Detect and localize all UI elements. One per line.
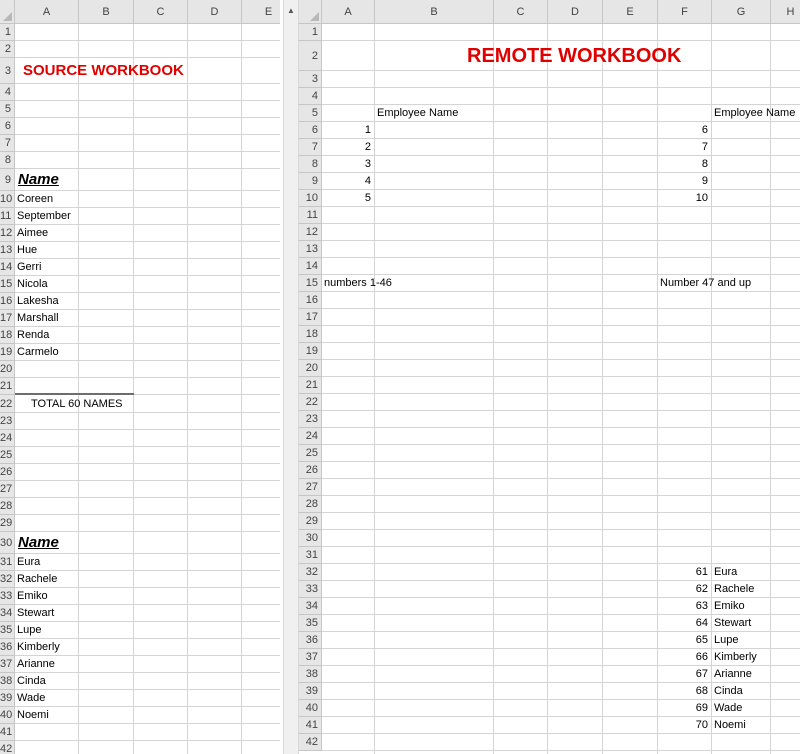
select-all-corner[interactable] (0, 0, 15, 24)
row-header-7[interactable]: 7 (299, 139, 322, 156)
row-header-33[interactable]: 33 (299, 581, 322, 598)
row-header-28[interactable]: 28 (299, 496, 322, 513)
grid-row-line (322, 257, 800, 258)
column-header-a[interactable]: A (322, 0, 375, 24)
grid-row-line (322, 155, 800, 156)
number-cell[interactable]: 6 (701, 124, 708, 136)
grid-col-line (78, 24, 79, 754)
row-header-18[interactable]: 18 (0, 327, 15, 344)
row-header-34[interactable]: 34 (0, 605, 15, 622)
row-header-16[interactable]: 16 (299, 292, 322, 309)
select-all-triangle-icon (310, 12, 319, 21)
row-header-22[interactable]: 22 (299, 394, 322, 411)
number-cell[interactable]: 4 (364, 175, 371, 187)
row-header-29[interactable]: 29 (299, 513, 322, 530)
row-header-14[interactable]: 14 (0, 259, 15, 276)
grid-col-line (711, 24, 712, 754)
number-cell[interactable]: 2 (364, 141, 371, 153)
row-header-11[interactable]: 11 (0, 208, 15, 225)
column-header-d[interactable]: D (548, 0, 603, 24)
row-header-9[interactable]: 9 (299, 173, 322, 190)
grid-row-line (322, 444, 800, 445)
row-header-30[interactable]: 30 (299, 530, 322, 547)
grid-col-line (374, 24, 375, 754)
name-cell[interactable]: Nicola (17, 278, 48, 290)
row-header-20[interactable]: 20 (299, 360, 322, 377)
row-header-28[interactable]: 28 (0, 498, 15, 515)
column-header-h[interactable]: H (771, 0, 800, 24)
row-header-20[interactable]: 20 (0, 361, 15, 378)
row-header-17[interactable]: 17 (299, 309, 322, 326)
column-header-f[interactable]: F (658, 0, 712, 24)
column-header-d[interactable]: D (188, 0, 242, 24)
grid-row-line (322, 223, 800, 224)
name-cell[interactable]: Noemi (17, 709, 49, 721)
column-header-e[interactable]: E (242, 0, 280, 24)
number-cell[interactable]: 7 (701, 141, 708, 153)
name-cell[interactable]: September (17, 210, 71, 222)
vertical-scrollbar[interactable] (283, 0, 299, 754)
row-header-6[interactable]: 6 (0, 118, 15, 135)
scroll-up-arrow-icon[interactable]: ▲ (287, 5, 295, 15)
row-header-23[interactable]: 23 (299, 411, 322, 428)
row-header-24[interactable]: 24 (299, 428, 322, 445)
grid-col-line (770, 24, 771, 754)
number-cell[interactable]: 5 (364, 192, 371, 204)
row-header-41[interactable]: 41 (299, 717, 322, 734)
name-cell[interactable]: Gerri (17, 261, 42, 273)
row-header-19[interactable]: 19 (299, 343, 322, 360)
row-header-23[interactable]: 23 (0, 413, 15, 430)
source-workbook-title[interactable]: SOURCE WORKBOOK (23, 62, 184, 79)
row-header-12[interactable]: 12 (0, 225, 15, 242)
column-header-b[interactable]: B (375, 0, 494, 24)
row-header-39[interactable]: 39 (0, 690, 15, 707)
number-cell[interactable]: 66 (695, 651, 708, 663)
grid-row-line (322, 427, 800, 428)
name-header-2[interactable]: Name (18, 534, 59, 551)
name-cell[interactable]: Carmelo (17, 346, 59, 358)
row-header-30[interactable]: 30 (0, 532, 15, 554)
column-header-c[interactable]: C (134, 0, 188, 24)
name-cell[interactable]: Noemi (714, 719, 746, 731)
row-header-35[interactable]: 35 (299, 615, 322, 632)
employee-name-header-g[interactable]: Employee Name (714, 107, 796, 119)
range-label-a15[interactable]: numbers 1-46 (324, 277, 392, 289)
number-cell[interactable]: 67 (695, 668, 708, 680)
row-header-2[interactable]: 2 (0, 41, 15, 58)
range-label-f15[interactable]: Number 47 and up (660, 277, 752, 289)
row-header-32[interactable]: 32 (0, 571, 15, 588)
number-cell[interactable]: 62 (695, 583, 708, 595)
row-header-9[interactable]: 9 (0, 169, 15, 191)
row-header-21[interactable]: 21 (0, 378, 15, 395)
row-header-38[interactable]: 38 (0, 673, 15, 690)
total-names-label[interactable]: TOTAL 60 NAMES (31, 398, 123, 410)
grid-row-line (322, 172, 800, 173)
number-cell[interactable]: 61 (695, 566, 708, 578)
column-header-b[interactable]: B (79, 0, 134, 24)
row-header-36[interactable]: 36 (0, 639, 15, 656)
name-cell[interactable]: Hue (17, 244, 38, 256)
name-cell[interactable]: Arianne (714, 668, 752, 680)
name-cell[interactable]: Arianne (17, 658, 55, 670)
name-cell[interactable]: Eura (714, 566, 738, 578)
grid-row-line (322, 546, 800, 547)
row-header-14[interactable]: 14 (299, 258, 322, 275)
row-header-40[interactable]: 40 (0, 707, 15, 724)
name-cell[interactable]: Eura (17, 556, 41, 568)
row-header-4[interactable]: 4 (299, 88, 322, 105)
grid-row-line (322, 359, 800, 360)
row-header-13[interactable]: 13 (299, 241, 322, 258)
row-header-38[interactable]: 38 (299, 666, 322, 683)
number-cell[interactable]: 10 (695, 192, 708, 204)
number-cell[interactable]: 64 (695, 617, 708, 629)
name-cell[interactable]: Stewart (17, 607, 55, 619)
grid-row-line (322, 87, 800, 88)
row-header-18[interactable]: 18 (299, 326, 322, 343)
row-header-25[interactable]: 25 (0, 447, 15, 464)
name-cell[interactable]: Kimberly (714, 651, 757, 663)
number-cell[interactable]: 1 (364, 124, 371, 136)
name-cell[interactable]: Lupe (714, 634, 739, 646)
number-cell[interactable]: 70 (695, 719, 708, 731)
row-header-26[interactable]: 26 (0, 464, 15, 481)
row-header-16[interactable]: 16 (0, 293, 15, 310)
name-cell[interactable]: Stewart (714, 617, 752, 629)
row-header-31[interactable]: 31 (299, 547, 322, 564)
grid-row-line (322, 206, 800, 207)
number-cell[interactable]: 65 (695, 634, 708, 646)
row-header-37[interactable]: 37 (299, 649, 322, 666)
grid-row-line (322, 410, 800, 411)
number-cell[interactable]: 3 (364, 158, 371, 170)
name-cell[interactable]: Lupe (17, 624, 42, 636)
row-header-4[interactable]: 4 (0, 84, 15, 101)
row-header-31[interactable]: 31 (0, 554, 15, 571)
grid-row-line (322, 189, 800, 190)
name-cell[interactable]: Emiko (17, 590, 48, 602)
row-header-40[interactable]: 40 (299, 700, 322, 717)
row-header-35[interactable]: 35 (0, 622, 15, 639)
select-all-corner[interactable] (299, 0, 322, 24)
number-cell[interactable]: 69 (695, 702, 708, 714)
row-header-39[interactable]: 39 (299, 683, 322, 700)
remote-workbook-pane[interactable] (299, 0, 800, 754)
column-header-e[interactable]: E (603, 0, 658, 24)
name-cell[interactable]: Wade (714, 702, 743, 714)
source-workbook-pane[interactable] (0, 0, 280, 754)
row-header-27[interactable]: 27 (0, 481, 15, 498)
grid-row-line (322, 512, 800, 513)
row-header-13[interactable]: 13 (0, 242, 15, 259)
row-header-27[interactable]: 27 (299, 479, 322, 496)
grid-row-line (322, 138, 800, 139)
row-header-3[interactable]: 3 (0, 58, 15, 84)
row-header-33[interactable]: 33 (0, 588, 15, 605)
row-header-29[interactable]: 29 (0, 515, 15, 532)
select-all-triangle-icon (3, 12, 12, 21)
row-header-24[interactable]: 24 (0, 430, 15, 447)
row-header-1[interactable]: 1 (0, 24, 15, 41)
name-cell[interactable]: Rachele (714, 583, 755, 595)
name-cell[interactable]: Marshall (17, 312, 59, 324)
name-cell[interactable]: Kimberly (17, 641, 60, 653)
row-header-8[interactable]: 8 (299, 156, 322, 173)
name-cell[interactable]: Renda (17, 329, 50, 341)
grid-col-line (547, 24, 548, 754)
name-cell[interactable]: Coreen (17, 193, 54, 205)
grid-row-line (322, 529, 800, 530)
row-header-34[interactable]: 34 (299, 598, 322, 615)
row-header-36[interactable]: 36 (299, 632, 322, 649)
name-cell[interactable]: Lakesha (17, 295, 59, 307)
grid-row-line (322, 393, 800, 394)
grid-col-line (241, 24, 242, 754)
row-header-42[interactable]: 42 (299, 734, 322, 751)
row-header-15[interactable]: 15 (299, 275, 322, 292)
name-cell[interactable]: Aimee (17, 227, 49, 239)
row-header-22[interactable]: 22 (0, 395, 15, 413)
row-header-8[interactable]: 8 (0, 152, 15, 169)
column-header-c[interactable]: C (494, 0, 548, 24)
row-header-2[interactable]: 2 (299, 41, 322, 71)
grid-row-line (322, 495, 800, 496)
row-header-15[interactable]: 15 (0, 276, 15, 293)
row-header-10[interactable]: 10 (299, 190, 322, 207)
row-header-17[interactable]: 17 (0, 310, 15, 327)
name-cell[interactable]: Rachele (17, 573, 58, 585)
row-header-1[interactable]: 1 (299, 24, 322, 41)
number-cell[interactable]: 8 (701, 158, 708, 170)
name-header-1[interactable]: Name (18, 171, 59, 188)
column-header-a[interactable]: A (15, 0, 79, 24)
row-header-6[interactable]: 6 (299, 122, 322, 139)
name-cell[interactable]: Wade (17, 692, 46, 704)
row-header-26[interactable]: 26 (299, 462, 322, 479)
row-header-7[interactable]: 7 (0, 135, 15, 152)
row-header-42[interactable]: 42 (0, 741, 15, 754)
remote-workbook-title[interactable]: REMOTE WORKBOOK (467, 45, 682, 67)
row-header-37[interactable]: 37 (0, 656, 15, 673)
row-header-19[interactable]: 19 (0, 344, 15, 361)
row-header-10[interactable]: 10 (0, 191, 15, 208)
row-header-32[interactable]: 32 (299, 564, 322, 581)
grid-row-line (322, 308, 800, 309)
row-header-41[interactable]: 41 (0, 724, 15, 741)
number-cell[interactable]: 68 (695, 685, 708, 697)
grid-row-line (322, 240, 800, 241)
name-cell[interactable]: Emiko (714, 600, 745, 612)
column-header-g[interactable]: G (712, 0, 771, 24)
grid-row-line (322, 325, 800, 326)
grid-col-line (602, 24, 603, 754)
grid-row-line (322, 461, 800, 462)
grid-row-line (322, 478, 800, 479)
row-header-11[interactable]: 11 (299, 207, 322, 224)
grid-row-line (322, 342, 800, 343)
employee-name-header-b[interactable]: Employee Name (377, 107, 459, 119)
row-header-3[interactable]: 3 (299, 71, 322, 88)
grid-col-line (133, 24, 134, 754)
row-header-21[interactable]: 21 (299, 377, 322, 394)
row-header-5[interactable]: 5 (299, 105, 322, 122)
row-header-25[interactable]: 25 (299, 445, 322, 462)
grid-col-line (187, 24, 188, 754)
row-header-12[interactable]: 12 (299, 224, 322, 241)
number-cell[interactable]: 9 (701, 175, 708, 187)
name-cell[interactable]: Cinda (714, 685, 743, 697)
name-cell[interactable]: Cinda (17, 675, 46, 687)
grid-row-line (322, 376, 800, 377)
grid-col-line (493, 24, 494, 754)
number-cell[interactable]: 63 (695, 600, 708, 612)
row-header-5[interactable]: 5 (0, 101, 15, 118)
grid-row-line (322, 750, 800, 751)
